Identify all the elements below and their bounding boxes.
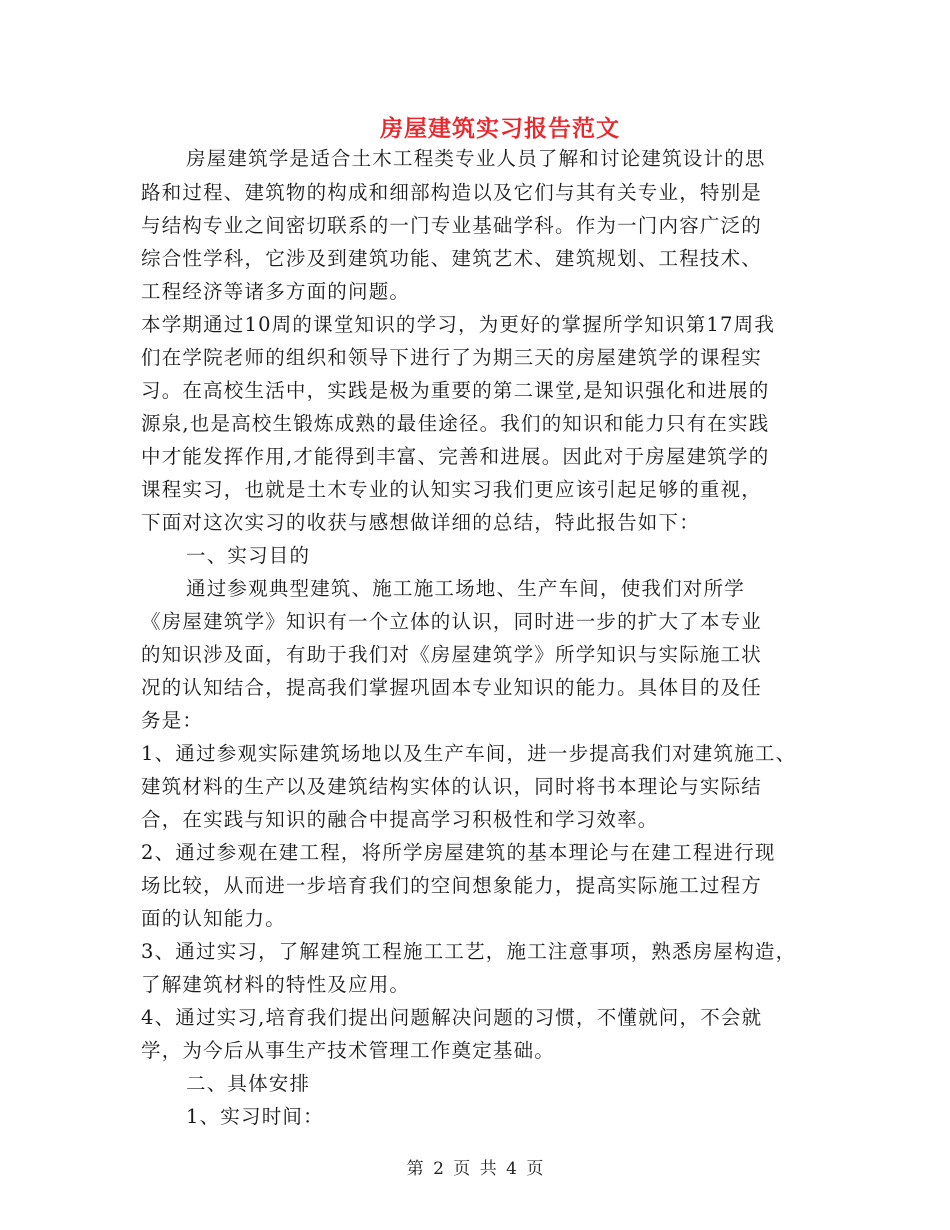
- list-item-line: 学，为今后从事生产技术管理工作奠定基础。: [141, 1039, 556, 1062]
- list-item-line: 1、通过参观实际建筑场地以及生产车间，进一步提高我们对建筑施工、: [141, 742, 797, 765]
- paragraph-line: 与结构专业之间密切联系的一门专业基础学科。作为一门内容广泛的: [141, 214, 763, 237]
- paragraph-line: 源泉,也是高校生锻炼成熟的最佳途径。我们的知识和能力只有在实践: [141, 412, 770, 435]
- paragraph-line: 们在学院老师的组织和领导下进行了为期三天的房屋建筑学的课程实: [141, 346, 763, 369]
- section-heading: 一、实习目的: [186, 544, 311, 567]
- list-item-line: 合，在实践与知识的融合中提高学习积极性和学习效率。: [141, 808, 659, 831]
- paragraph-line: 房屋建筑学是适合土木工程类专业人员了解和讨论建筑设计的思: [186, 147, 766, 170]
- section-heading: 二、具体安排: [186, 1072, 311, 1095]
- paragraph-line: 中才能发挥作用,才能得到丰富、完善和进展。因此对于房屋建筑学的: [141, 445, 770, 468]
- list-item-line: 建筑材料的生产以及建筑结构实体的认识，同时将书本理论与实际结: [141, 775, 763, 798]
- paragraph-line: 的知识涉及面，有助于我们对《房屋建筑学》所学知识与实际施工状: [141, 643, 763, 666]
- list-item-line: 了解建筑材料的特性及应用。: [141, 973, 411, 996]
- paragraph-line: 通过参观典型建筑、施工施工场地、生产车间，使我们对所学: [186, 577, 745, 600]
- paragraph-line: 《房屋建筑学》知识有一个立体的认识，同时进一步的扩大了本专业: [141, 610, 763, 633]
- page-footer: 第 2 页 共 4 页: [406, 1159, 544, 1179]
- paragraph-line: 务是：: [141, 709, 204, 732]
- paragraph-line: 下面对这次实习的收获与感想做详细的总结，特此报告如下：: [141, 511, 700, 534]
- document-title: 房屋建筑实习报告范文: [380, 115, 620, 142]
- paragraph-line: 习。在高校生活中，实践是极为重要的第二课堂,是知识强化和进展的: [141, 379, 770, 402]
- list-item-line: 2、通过参观在建工程，将所学房屋建筑的基本理论与在建工程进行现: [141, 841, 776, 864]
- list-item-line: 4、通过实习,培育我们提出问题解决问题的习惯，不懂就问，不会就: [141, 1006, 763, 1029]
- list-item-line: 3、通过实习，了解建筑工程施工工艺，施工注意事项，熟悉房屋构造，: [141, 940, 797, 963]
- list-item-line: 场比较，从而进一步培育我们的空间想象能力，提高实际施工过程方: [141, 874, 763, 897]
- paragraph-line: 课程实习，也就是土木专业的认知实习我们更应该引起足够的重视，: [141, 478, 763, 501]
- paragraph-line: 工程经济等诸多方面的问题。: [141, 280, 411, 303]
- paragraph-line: 路和过程、建筑物的构成和细部构造以及它们与其有关专业，特别是: [141, 181, 763, 204]
- paragraph-line: 1、实习时间：: [186, 1105, 324, 1128]
- paragraph-line: 本学期通过10周的课堂知识的学习，为更好的掌握所学知识第17周我: [141, 313, 776, 336]
- paragraph-line: 综合性学科，它涉及到建筑功能、建筑艺术、建筑规划、工程技术、: [141, 247, 763, 270]
- list-item-line: 面的认知能力。: [141, 907, 286, 930]
- paragraph-line: 况的认知结合，提高我们掌握巩固本专业知识的能力。具体目的及任: [141, 676, 763, 699]
